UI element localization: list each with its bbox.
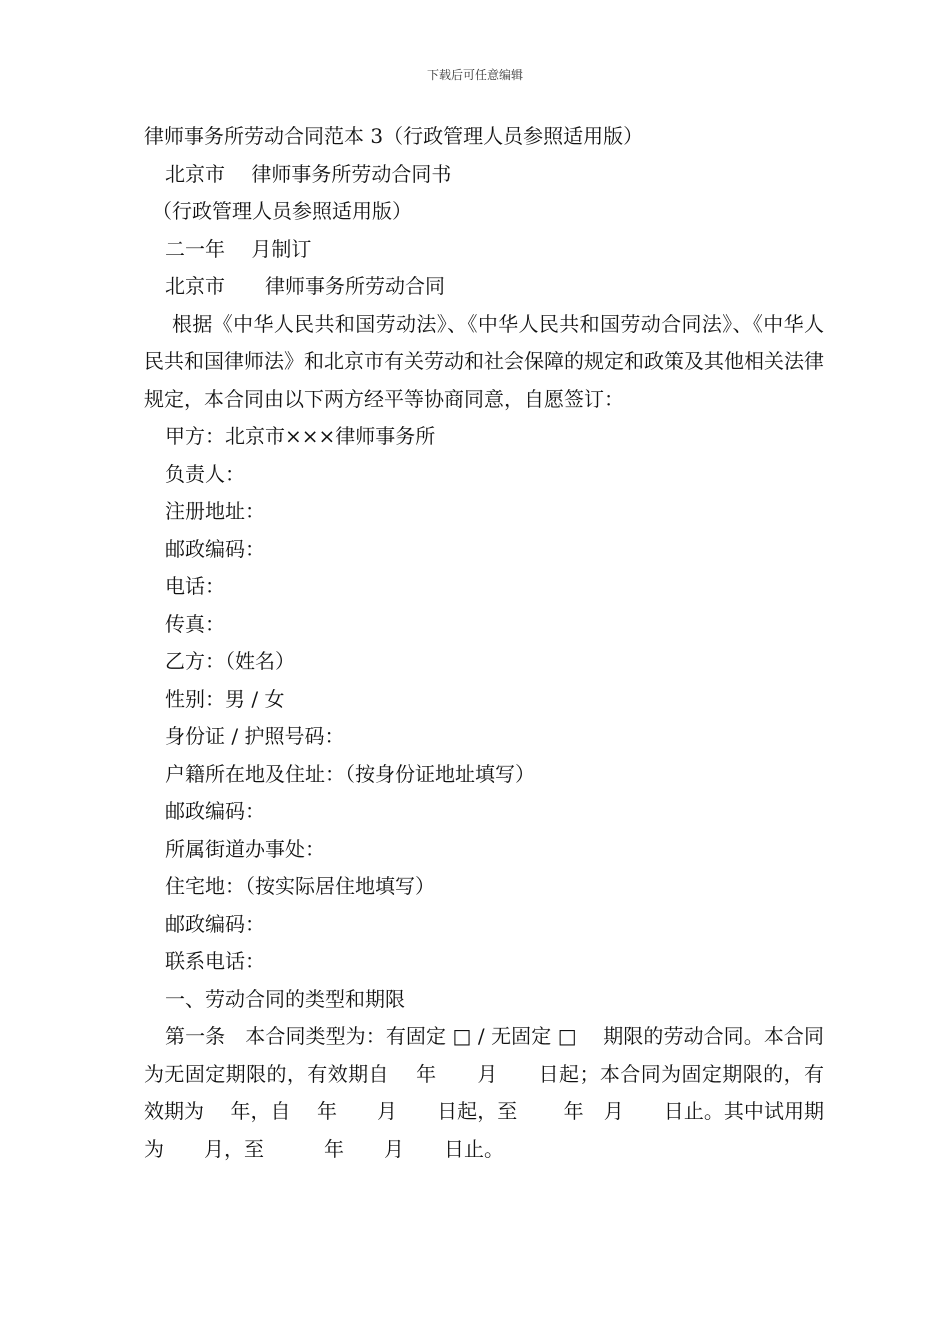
party-b-residence: 住宅地：（按实际居住地填写）	[165, 874, 435, 898]
party-b-gender: 性别：男 / 女	[165, 686, 285, 711]
cover-date: 二一年 月制订	[165, 236, 312, 261]
contract-heading: 北京市 律师事务所劳动合同	[165, 274, 445, 298]
party-a-postcode: 邮政编码：	[165, 536, 265, 561]
party-a-fax: 传真：	[165, 611, 225, 636]
document-body	[144, 118, 824, 1168]
cover-subtitle: （行政管理人员参照适用版）	[152, 199, 412, 223]
header-note: 下载后可任意编辑	[426, 68, 523, 82]
party-a-phone: 电话：	[165, 574, 225, 598]
article-1-paragraph: 第一条 本合同类型为：有固定 □ / 无固定 □ 期限的劳动合同。本合同为无固定期限的，有效期自 年 月 日起；本合同为固定期限的，有效期为 年，自 年 月 日起，至 年 月 日止。其中试用期为 月，至 年 月 日止。	[144, 1024, 824, 1161]
party-a-address: 注册地址：	[165, 499, 265, 523]
party-a-name: 甲方：北京市×××律师事务所	[165, 424, 436, 448]
party-b-street-office: 所属街道办事处：	[165, 836, 325, 861]
preamble-paragraph: 根据《中华人民共和国劳动法》、《中华人民共和国劳动合同法》、《中华人民共和国律师法》和北京市有关劳动和社会保障的规定和政策及其他相关法律规定，本合同由以下两方经平等协商同意，自愿签订：	[144, 311, 824, 411]
cover-title: 北京市 律师事务所劳动合同书	[165, 161, 452, 186]
section-1-heading: 一、劳动合同的类型和期限	[165, 986, 405, 1011]
party-a-responsible: 负责人：	[165, 461, 245, 486]
party-b-postcode-1: 邮政编码：	[165, 799, 265, 823]
party-b-id-number: 身份证 / 护照号码：	[165, 724, 345, 748]
document-title: 律师事务所劳动合同范本 3（行政管理人员参照适用版）	[144, 124, 644, 148]
party-b-postcode-2: 邮政编码：	[165, 911, 265, 936]
party-b-contact-phone: 联系电话：	[165, 949, 265, 973]
party-b-household: 户籍所在地及住址：（按身份证地址填写）	[165, 761, 535, 786]
party-b-name: 乙方：（姓名）	[165, 649, 295, 673]
